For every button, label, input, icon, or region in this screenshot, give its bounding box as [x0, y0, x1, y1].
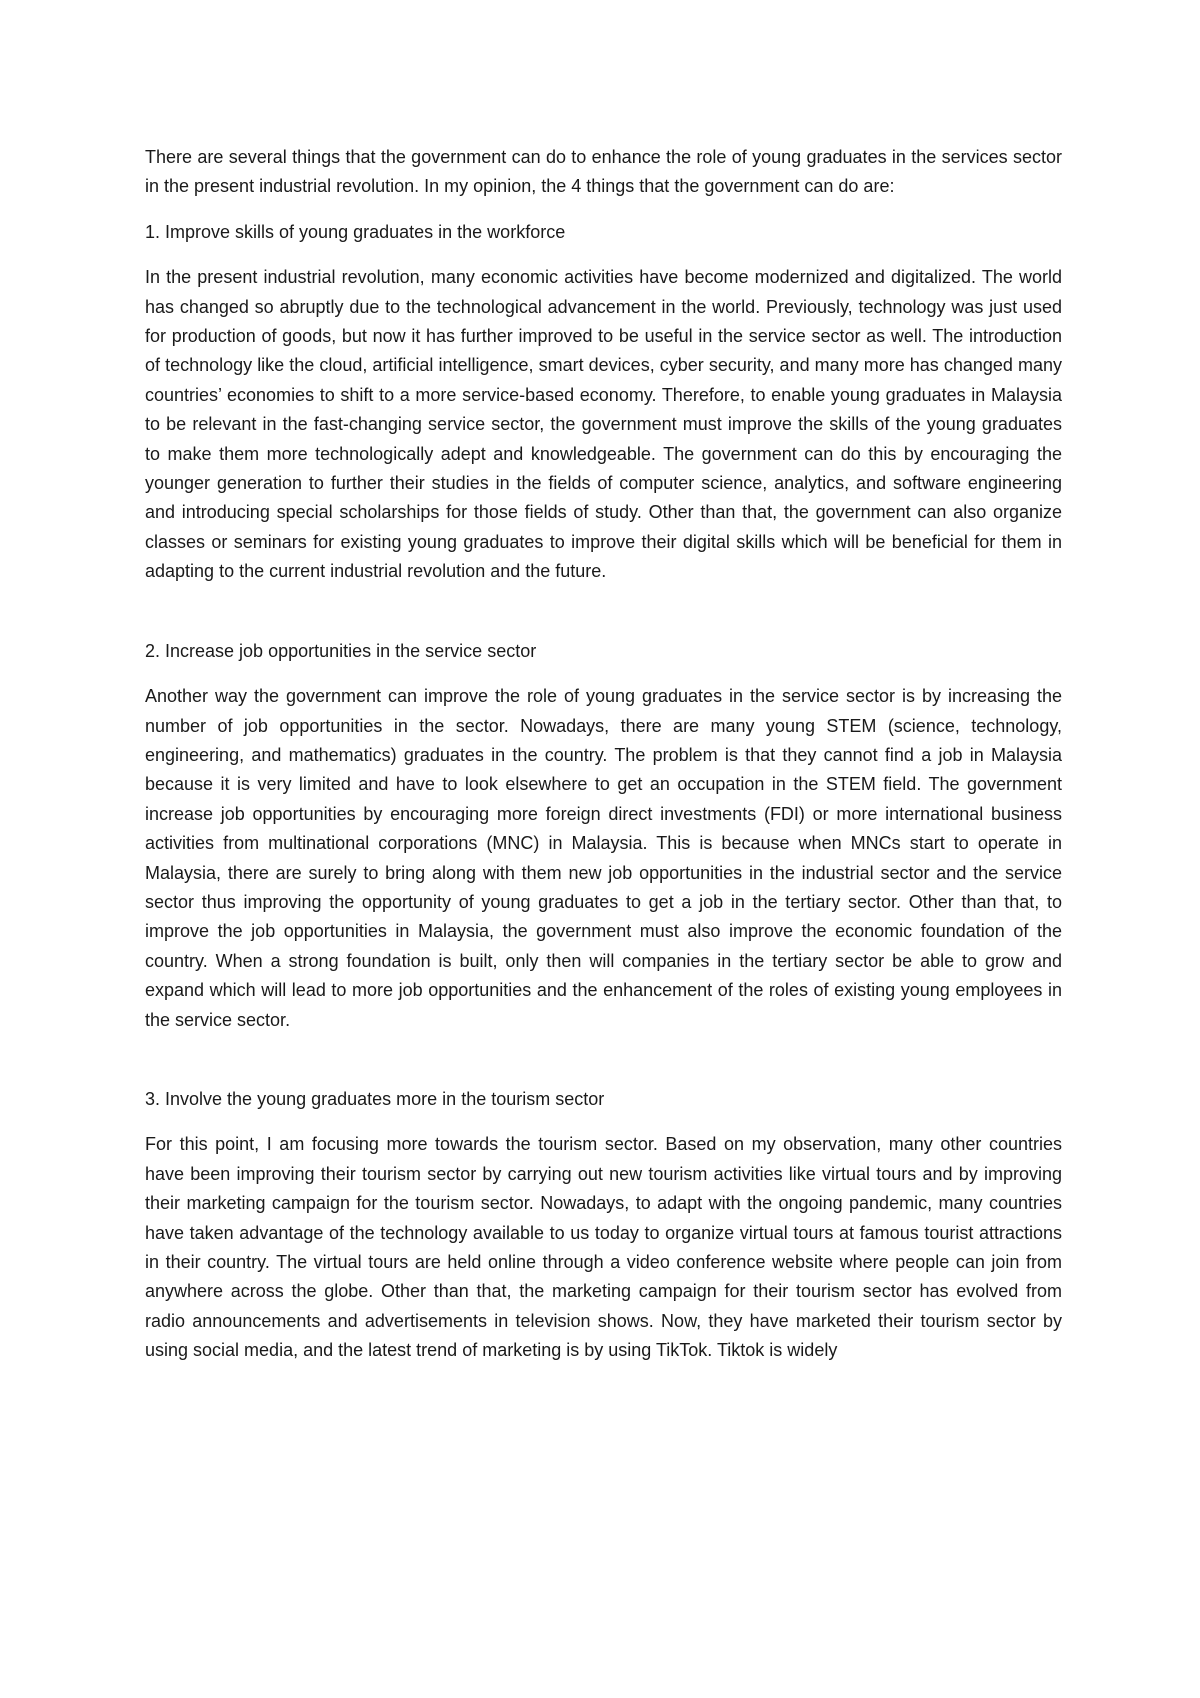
intro-paragraph: There are several things that the government can do to enhance the role of young graduates in the services sector in the present industrial revolution. In my opinion, the 4 things that the government can do are:	[145, 147, 1062, 197]
section-2-heading: 2. Increase job opportunities in the service sector	[145, 640, 537, 661]
section-1-heading: 1. Improve skills of young graduates in the workforce	[145, 221, 566, 242]
section-3-heading: 3. Involve the young graduates more in the tourism sector	[145, 1088, 605, 1109]
document-page	[145, 143, 1062, 1366]
section-spacer	[145, 587, 1062, 637]
section-2-body: Another way the government can improve the role of young graduates in the service sector is by increasing the number of job opportunities in the sector. Nowadays, there are many young STEM (science, technology, engineering, and mathematics) graduates in the country. The problem is that they cannot find a job in Malaysia because it is very limited and have to look elsewhere to get an occupation in the STEM field. The government increase job opportunities by encouraging more foreign direct investments (FDI) or more international business activities from multinational corporations (MNC) in Malaysia. This is because when MNCs start to operate in Malaysia, there are surely to bring along with them new job opportunities in the industrial sector and the service sector thus improving the opportunity of young graduates to get a job in the tertiary sector. Other than that, to improve the job opportunities in Malaysia, the government must also improve the economic foundation of the country. When a strong foundation is built, only then will companies in the tertiary sector be able to grow and expand which will lead to more job opportunities and the enhancement of the roles of existing young employees in the service sector.	[145, 686, 1062, 1030]
section-3-body: For this point, I am focusing more towards the tourism sector. Based on my observation, many other countries have been improving their tourism sector by carrying out new tourism activities like virtual tours and by improving their marketing campaign for the tourism sector. Nowadays, to adapt with the ongoing pandemic, many countries have taken advantage of the technology available to us today to organize virtual tours at famous tourist attractions in their country. The virtual tours are held online through a video conference website where people can join from anywhere across the globe. Other than that, the marketing campaign for their tourism sector has evolved from radio announcements and advertisements in television shows. Now, they have marketed their tourism sector by using social media, and the latest trend of marketing is by using TikTok. Tiktok is widely	[145, 1134, 1062, 1361]
section-1-body: In the present industrial revolution, many economic activities have become modernized and digitalized. The world has changed so abruptly due to the technological advancement in the world. Previously, technology was just used for production of goods, but now it has further improved to be useful in the service sector as well. The introduction of technology like the cloud, artificial intelligence, smart devices, cyber security, and many more has changed many countries’ economies to shift to a more service-based economy. Therefore, to enable young graduates in Malaysia to be relevant in the fast-changing service sector, the government must improve the skills of the young graduates to make them more technologically adept and knowledgeable. The government can do this by encouraging the younger generation to further their studies in the fields of computer science, analytics, and software engineering and introducing special scholarships for those fields of study. Other than that, the government can also organize classes or seminars for existing young graduates to improve their digital skills which will be beneficial for them in adapting to the current industrial revolution and the future.	[145, 267, 1062, 582]
section-spacer	[145, 1035, 1062, 1085]
